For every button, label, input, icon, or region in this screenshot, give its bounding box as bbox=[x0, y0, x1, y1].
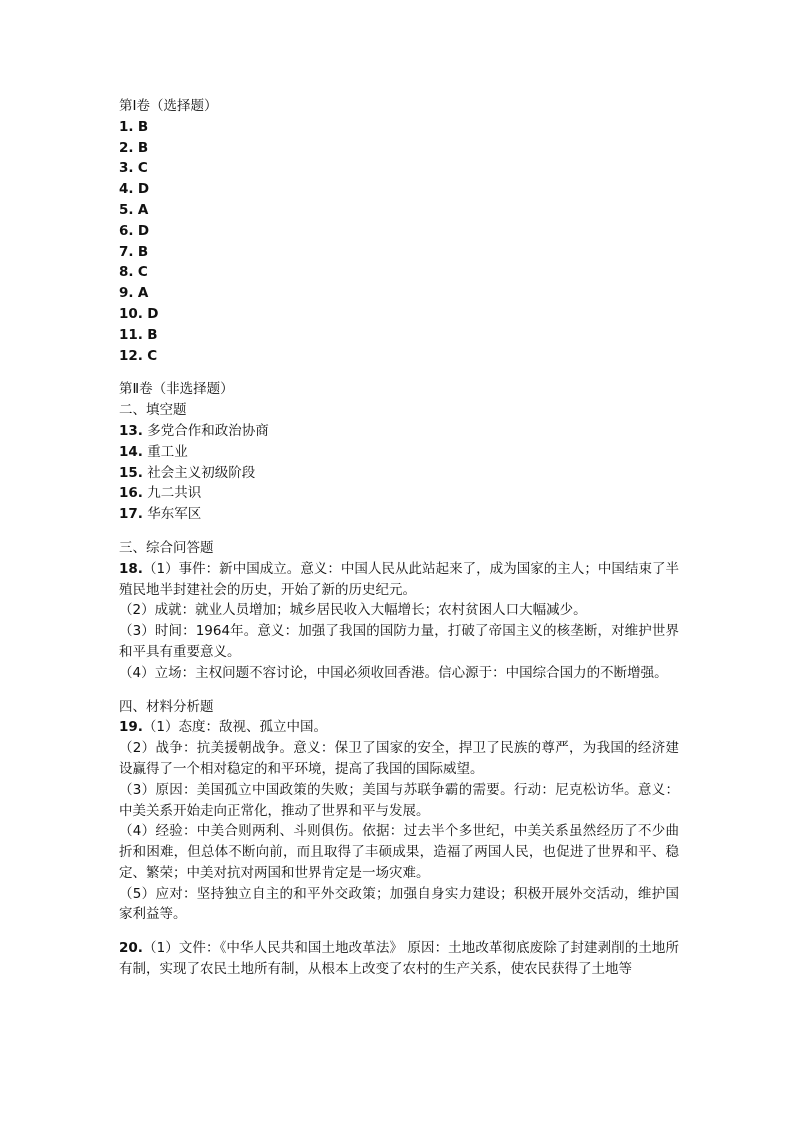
question-number: 13. bbox=[119, 422, 143, 439]
question-number: 2. bbox=[119, 139, 134, 156]
list-item bbox=[119, 325, 679, 346]
answer-letter: B bbox=[147, 326, 158, 343]
question-number: 9. bbox=[119, 285, 134, 302]
answer-letter: D bbox=[147, 305, 159, 322]
answer-key-document bbox=[119, 96, 679, 980]
q19-part4: （4）经验：中美合则两利、斗则俱伤。依据：过去半个多世纪，中美关系虽然经历了不少曲折和困难，但总体不断向前，而且取得了丰硕成果，造福了两国人民，也促进了世界和平、稳定、繁荣；中美对抗对两国和世界肯定是一场灾难。 bbox=[119, 823, 679, 881]
answer-letter: C bbox=[137, 264, 148, 281]
q18-part3: （3）时间：1964年。意义：加强了我国的国防力量，打破了帝国主义的核垄断，对维护世界和平具有重要意义。 bbox=[119, 623, 679, 660]
list-item bbox=[119, 179, 679, 200]
question-number: 10. bbox=[119, 305, 143, 322]
question-number: 1. bbox=[119, 118, 134, 135]
choice-answer-list bbox=[119, 117, 679, 367]
answer-letter: B bbox=[137, 139, 149, 156]
answer-letter: C bbox=[137, 160, 148, 177]
question-number: 12. bbox=[119, 347, 143, 364]
q19-part3: （3）原因：美国孤立中国政策的失败；美国与苏联争霸的需要。行动：尼克松访华。意义：中美关系开始走向正常化，推动了世界和平与发展。 bbox=[119, 781, 679, 819]
answer-letter: C bbox=[147, 347, 158, 364]
answer-letter: D bbox=[137, 222, 150, 239]
question-number: 6. bbox=[119, 222, 134, 239]
list-item bbox=[119, 304, 679, 325]
list-item bbox=[119, 242, 679, 263]
fill-answer-list bbox=[119, 421, 679, 525]
list-item bbox=[119, 221, 679, 242]
question-number: 7. bbox=[119, 243, 134, 260]
part1-title: 第Ⅰ卷（选择题） bbox=[119, 98, 218, 114]
question-number: 8. bbox=[119, 264, 134, 281]
material-section-heading: 四、材料分析题 bbox=[119, 698, 214, 715]
question-number: 20. bbox=[119, 940, 143, 957]
fill-section-heading: 二、填空题 bbox=[119, 402, 187, 419]
q19-part5: （5）应对：坚持独立自主的和平外交政策；加强自身实力建设；积极开展外交活动，维护国家利益等。 bbox=[119, 885, 679, 923]
list-item bbox=[119, 504, 679, 525]
question-number: 5. bbox=[119, 201, 134, 218]
answer-text: 华东军区 bbox=[147, 506, 202, 523]
q18-part1: 18.（1）事件：新中国成立。意义：中国人民从此站起来了，成为国家的主人；中国结束了半殖民地半封建社会的历史，开始了新的历史纪元。 bbox=[119, 560, 679, 598]
part2-title: 第Ⅱ卷（非选择题） bbox=[119, 381, 234, 398]
answer-text: 重工业 bbox=[147, 443, 188, 460]
q18-part2: （2）成就：就业人员增加；城乡居民收入大幅增长；农村贫困人口大幅减少。 bbox=[119, 602, 587, 619]
list-item bbox=[119, 200, 679, 221]
question-number: 14. bbox=[119, 443, 143, 460]
q19-part2: （2）战争：抗美援朝战争。意义：保卫了国家的安全，捍卫了民族的尊严，为我国的经济建设赢得了一个相对稳定的和平环境，提高了我国的国际威望。 bbox=[119, 740, 679, 777]
list-item bbox=[119, 463, 679, 484]
list-item bbox=[119, 262, 679, 283]
question-number: 19. bbox=[119, 719, 143, 736]
answer-text: 九二共识 bbox=[147, 485, 202, 502]
list-item bbox=[119, 483, 679, 504]
answer-letter: B bbox=[137, 243, 149, 260]
question-number: 17. bbox=[119, 506, 143, 523]
list-item bbox=[119, 283, 679, 304]
list-item bbox=[119, 117, 679, 138]
list-item bbox=[119, 442, 679, 463]
list-item bbox=[119, 138, 679, 159]
q19-part1: 19.（1）态度：敌视、孤立中国。 bbox=[119, 719, 328, 736]
list-item bbox=[119, 421, 679, 442]
answer-text: 社会主义初级阶段 bbox=[147, 464, 256, 481]
answer-letter: B bbox=[137, 118, 149, 135]
question-number: 4. bbox=[119, 181, 134, 198]
essay-section-heading: 三、综合问答题 bbox=[119, 539, 214, 556]
answer-letter: D bbox=[137, 181, 150, 198]
list-item bbox=[119, 346, 679, 367]
question-number: 3. bbox=[119, 160, 134, 177]
answer-letter: A bbox=[137, 285, 149, 302]
answer-letter: A bbox=[137, 201, 149, 218]
answer-text: 多党合作和政治协商 bbox=[147, 422, 269, 439]
q20-part1: 20.（1）文件：《中华人民共和国土地改革法》 原因：土地改革彻底废除了封建剥削的土地所有制，实现了农民土地所有制，从根本上改变了农村的生产关系，使农民获得了土地等 bbox=[119, 940, 679, 978]
question-number: 15. bbox=[119, 464, 143, 481]
question-number: 18. bbox=[119, 560, 143, 577]
q18-part4: （4）立场：主权问题不容讨论，中国必须收回香港。信心源于：中国综合国力的不断增强。 bbox=[119, 664, 668, 681]
question-number: 16. bbox=[119, 485, 143, 502]
list-item bbox=[119, 158, 679, 179]
question-number: 11. bbox=[119, 326, 143, 343]
